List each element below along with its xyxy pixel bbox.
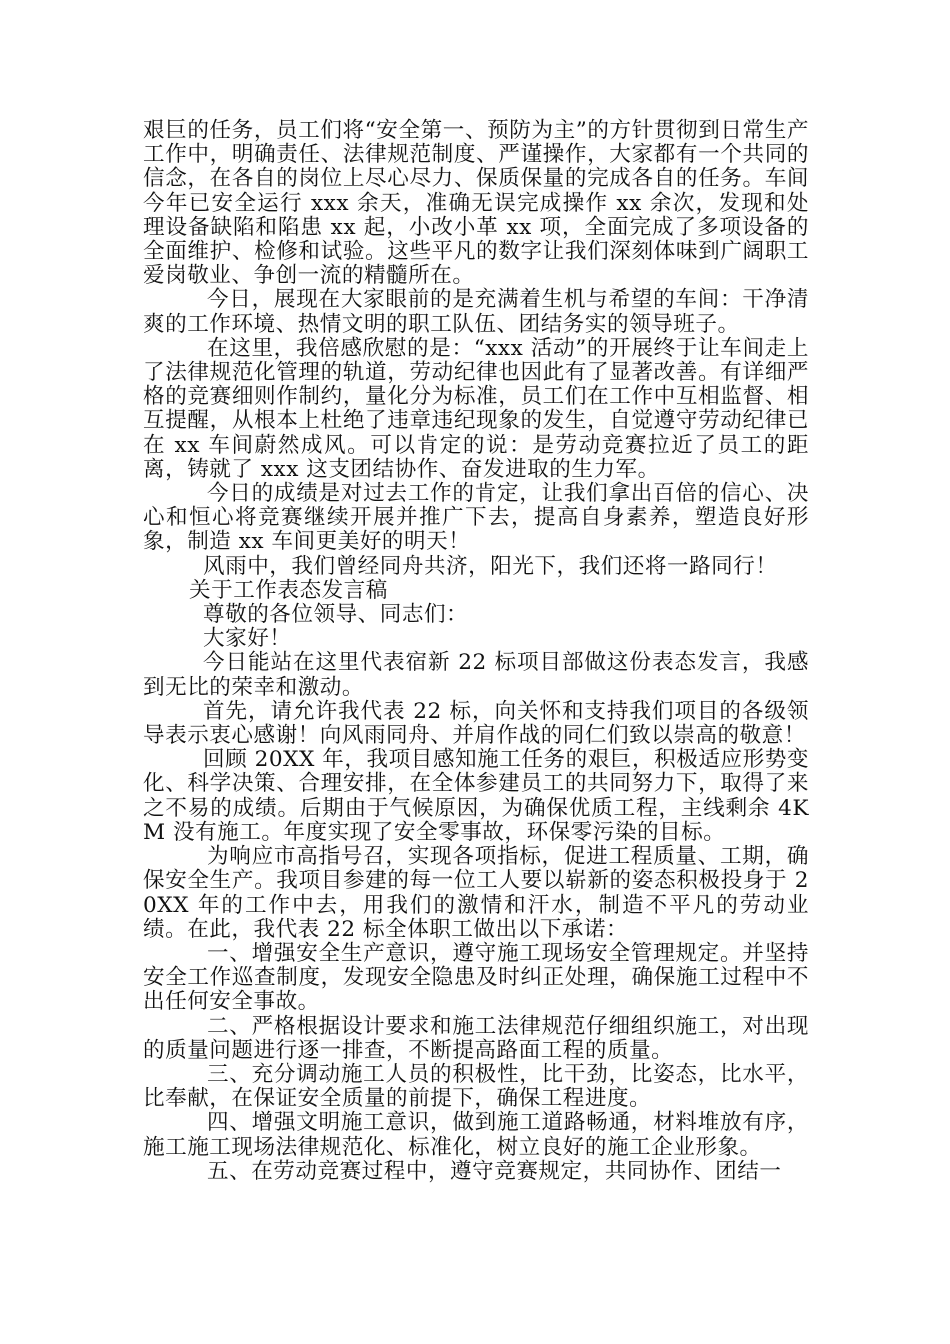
commitment-item-4: 四、增强文明施工意识，做到施工道路畅通，材料堆放有序，施工施工现场法律规范化、标准化，树立良好的施工企业形象。 — [143, 1110, 809, 1160]
document-body — [143, 119, 809, 1184]
paragraph-future-outlook: 今日的成绩是对过去工作的肯定，让我们拿出百倍的信心、决心和恒心将竞赛继续开展并推广下去，提高自身素养，塑造良好形象，制造 xx 车间更美好的明天！ — [143, 481, 809, 555]
paragraph-closing-line: 风雨中，我们曾经同舟共济，阳光下，我们还将一路同行！ — [203, 553, 778, 579]
section-title: 关于工作表态发言稿 — [189, 577, 388, 603]
paragraph-activity-results: 在这里，我倍感欣慰的是：“xxx 活动”的开展终于让车间走上了法律规范化管理的轨道，劳动纪律也因此有了显著改善。有详细严格的竞赛细则作制约，量化分为标准，员工们在工作中互相监督、相互提醒，从根本上杜绝了违章违纪现象的发生，自觉遵守劳动纪律已在 xx 车间蔚然成风。可以肯定的说：是劳动竞赛拉近了员工的距离，铸就了 xxx 这支团结协作、奋发进取的生力军。 — [143, 335, 809, 482]
paragraph-task-summary: 艰巨的任务，员工们将“安全第一、预防为主”的方针贯彻到日常生产工作中，明确责任、法律规范制度、严谨操作，大家都有一个共同的信念，在各自的岗位上尽心尽力、保质保量的完成各自的任务。车间今年已安全运行 xxx 余天，准确无误完成操作 xx 余次，发现和处理设备缺陷和陷患 xx 起，小改小革 xx 项，全面完成了多项设备的全面维护、检修和试验。这些平凡的数字让我们深刻体味到广阔职工爱岗敬业、争创一流的精髓所在。 — [143, 118, 809, 289]
commitment-item-3: 三、充分调动施工人员的积极性，比干劲，比姿态，比水平，比奉献，在保证安全质量的前提下，确保工程进度。 — [143, 1061, 809, 1112]
paragraph-introduction: 今日能站在这里代表宿新 22 标项目部做这份表态发言，我感到无比的荣幸和激动。 — [143, 650, 809, 700]
salutation: 尊敬的各位领导、同志们： — [203, 602, 469, 628]
commitment-item-5: 五、在劳动竞赛过程中，遵守竞赛规定，共同协作、团结一 — [207, 1158, 782, 1184]
greeting: 大家好！ — [203, 626, 292, 652]
paragraph-review: 回顾 20XX 年，我项目感知施工任务的艰巨，积极适应形势变化、科学决策、合理安排，在全体参建员工的共同努力下，取得了来之不易的成绩。后期由于气候原因，为确保优质工程，主线剩余 4KM 没有施工。年度实现了安全零事故，环保零污染的目标。 — [143, 747, 809, 845]
commitment-item-2: 二、严格根据设计要求和施工法律规范仔细组织施工，对出现的质量问题进行逐一排查，不断提高路面工程的质量。 — [143, 1013, 809, 1063]
paragraph-workshop-today: 今日，展现在大家眼前的是充满着生机与希望的车间：干净清爽的工作环境、热情文明的职工队伍、团结务实的领导班子。 — [143, 287, 809, 337]
paragraph-commitment-intro: 为响应市高指号召，实现各项指标，促进工程质量、工期，确保安全生产。我项目参建的每一位工人要以崭新的姿态积极投身于 20XX 年的工作中去，用我们的激情和汗水，制造不平凡的劳动业绩。在此，我代表 22 标全体职工做出以下承诺： — [143, 844, 809, 942]
commitment-item-1: 一、增强安全生产意识，遵守施工现场安全管理规定。并坚持安全工作巡查制度，发现安全隐患及时纠正处理，确保施工过程中不出任何安全事故。 — [143, 940, 809, 1015]
paragraph-thanks: 首先，请允许我代表 22 标，向关怀和支持我们项目的各级领导表示衷心感谢！向风雨同舟、并肩作战的同仁们致以崇高的敬意！ — [143, 698, 809, 749]
